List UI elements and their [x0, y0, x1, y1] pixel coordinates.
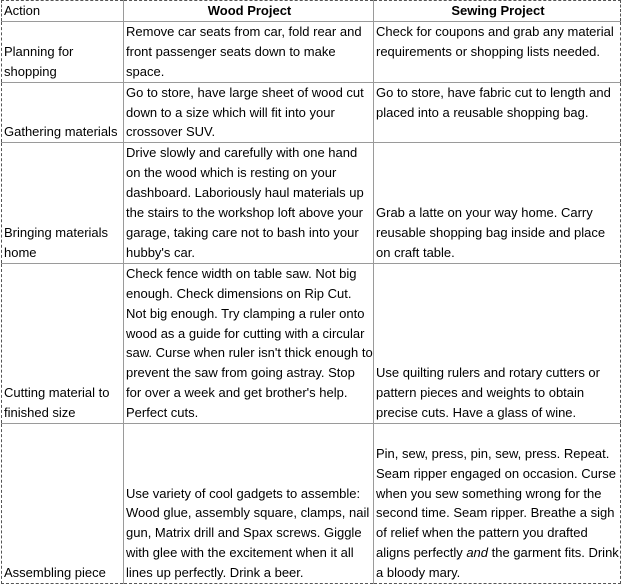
action-cell: Bringing materials home — [2, 143, 124, 263]
table-row — [2, 263, 621, 423]
sewing-cell: Check for coupons and grab any material requirements or shopping lists needed. — [374, 21, 621, 82]
sewing-cell: Go to store, have fabric cut to length and placed into a reusable shopping bag. — [374, 82, 621, 143]
header-action: Action — [2, 1, 124, 22]
wood-cell: Use variety of cool gadgets to assemble: Wood glue, assembly square, clamps, nail gun, Matrix drill and Spax screws. Giggle with glee with the excitement when it all lines up perfectly. Drink a beer. — [124, 424, 374, 584]
sewing-cell: Grab a latte on your way home. Carry reusable shopping bag inside and place on craft table. — [374, 143, 621, 263]
table-row — [2, 21, 621, 82]
wood-cell: Remove car seats from car, fold rear and front passenger seats down to make space. — [124, 21, 374, 82]
comparison-table — [1, 0, 621, 584]
sewing-text-emphasis: and — [466, 545, 489, 561]
sewing-text-part2: the garment fits. Drink a bloody mary. — [376, 545, 619, 581]
action-cell: Planning for shopping — [2, 21, 124, 82]
wood-cell: Drive slowly and carefully with one hand on the wood which is resting on your dashboard. Laboriously haul materials up the stairs to the workshop loft above your garage, taking care not to bash into your hubby's car. — [124, 143, 374, 263]
wood-cell: Check fence width on table saw. Not big enough. Check dimensions on Rip Cut. Not big enough. Try clamping a ruler onto wood as a guide for cutting with a circular saw. Curse when ruler isn't thick enough to prevent the saw from going astray. Stop for over a week and get brother's help. Perfect cuts. — [124, 263, 374, 423]
header-wood-project: Wood Project — [124, 1, 374, 22]
action-cell: Gathering materials — [2, 82, 124, 143]
header-row — [2, 1, 621, 22]
table-row — [2, 424, 621, 584]
table-row — [2, 143, 621, 263]
wood-cell: Go to store, have large sheet of wood cut down to a size which will fit into your crossover SUV. — [124, 82, 374, 143]
sewing-cell: Use quilting rulers and rotary cutters or pattern pieces and weights to obtain precise cuts. Have a glass of wine. — [374, 263, 621, 423]
header-sewing-project: Sewing Project — [374, 1, 621, 22]
action-cell: Cutting material to finished size — [2, 263, 124, 423]
sewing-cell — [374, 424, 621, 584]
table-row — [2, 82, 621, 143]
sewing-text-part1: Pin, sew, press, pin, sew, press. Repeat. Seam ripper engaged on occasion. Curse when you sew something wrong for the second time. Seam ripper. Breathe a sigh of relief when the pattern you drafted aligns perfectly — [376, 445, 616, 561]
action-cell: Assembling piece — [2, 424, 124, 584]
